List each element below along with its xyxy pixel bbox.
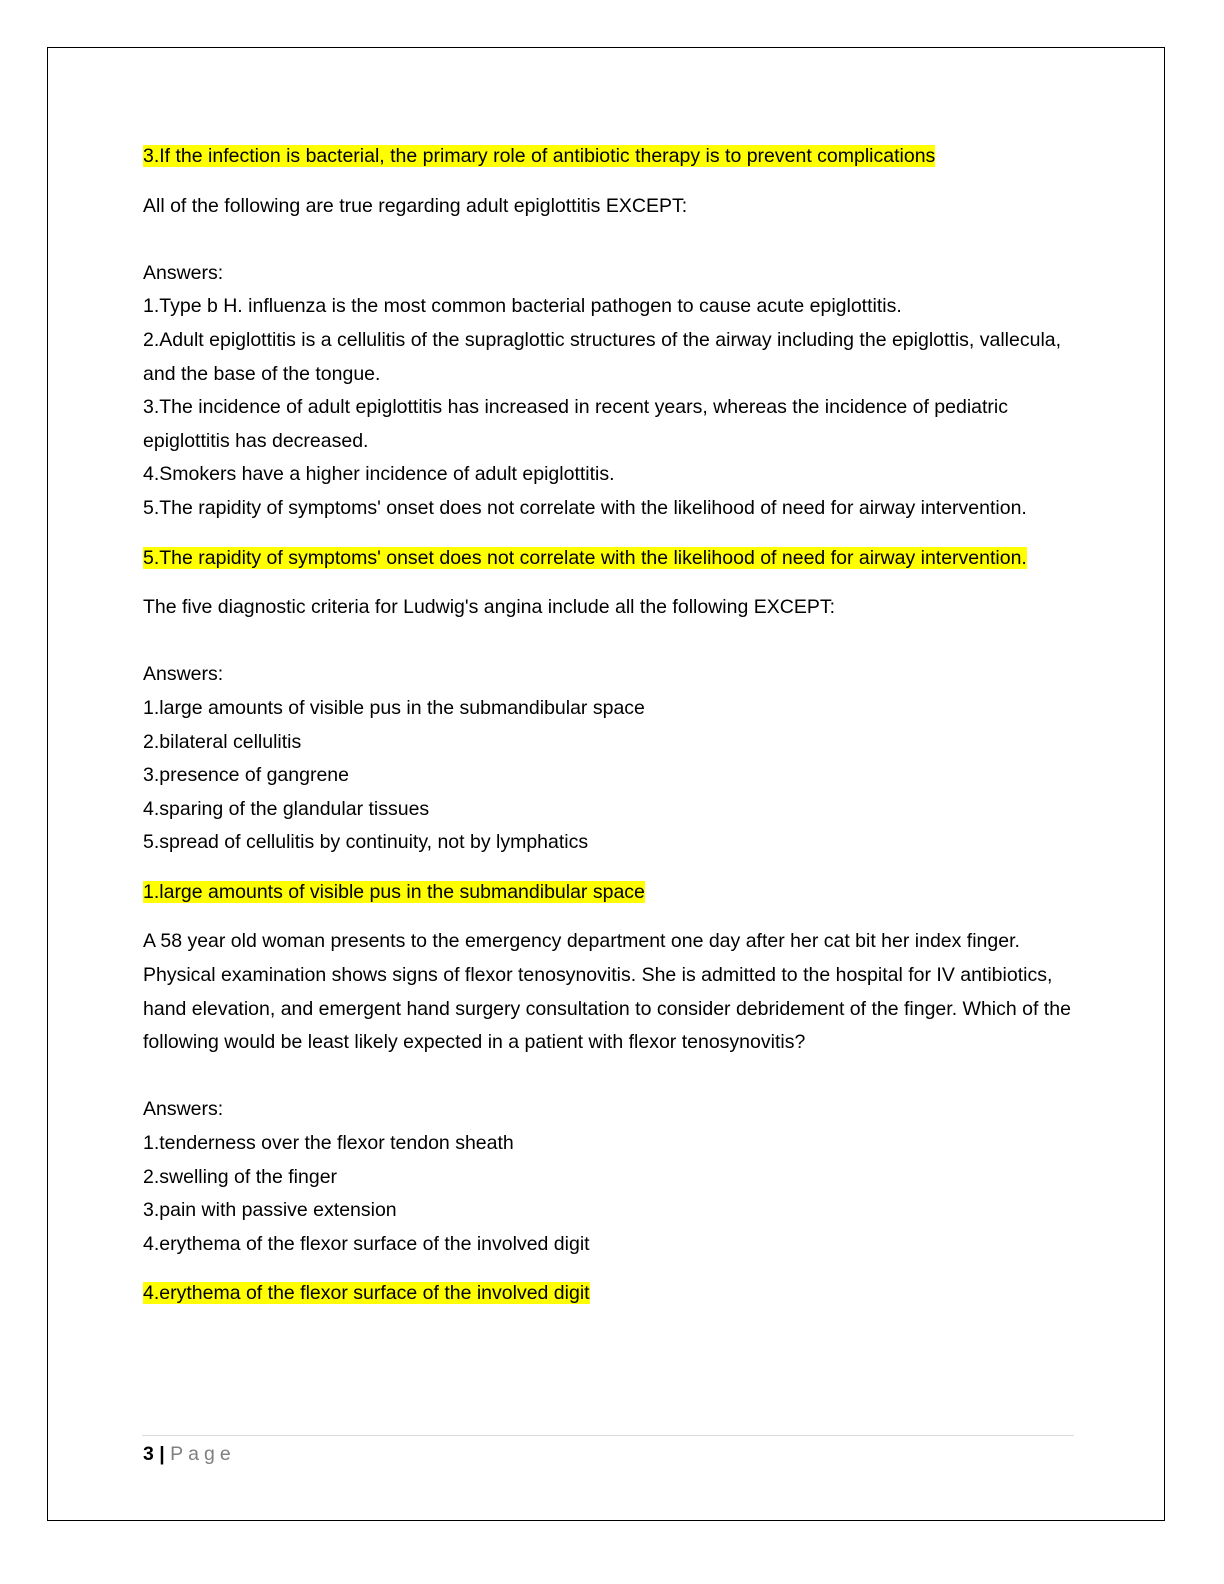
question-ludwigs-angina: The five diagnostic criteria for Ludwig's angina include all the following EXCEPT: xyxy=(143,596,836,619)
answer-highlight: 4.erythema of the flexor surface of the involved digit xyxy=(143,1282,590,1305)
answers-label: Answers: xyxy=(143,663,224,686)
list-item: 5.The rapidity of symptoms' onset does not correlate with the likelihood of need for airway intervention. xyxy=(143,496,1027,519)
list-item: 3.pain with passive extension xyxy=(143,1199,397,1222)
list-item: 3.presence of gangrene xyxy=(143,764,349,787)
answers-label: Answers: xyxy=(143,261,224,284)
page-content xyxy=(143,140,1078,1327)
list-item: 1.large amounts of visible pus in the submandibular space xyxy=(143,696,645,719)
question-epiglottitis: All of the following are true regarding adult epiglottitis EXCEPT: xyxy=(143,194,688,217)
list-item: 1.tenderness over the flexor tendon sheath xyxy=(143,1132,514,1155)
answer-highlight: 1.large amounts of visible pus in the submandibular space xyxy=(143,880,645,903)
footer-separator: | xyxy=(159,1443,165,1465)
answer-q2 xyxy=(143,140,1078,174)
page-footer xyxy=(143,1440,236,1468)
list-item: 4.sparing of the glandular tissues xyxy=(143,797,430,820)
answer-highlight: 5.The rapidity of symptoms' onset does not correlate with the likelihood of need for airway intervention. xyxy=(143,546,1027,569)
answer-q3 xyxy=(143,542,1078,576)
page-number: 3 xyxy=(143,1443,154,1465)
list-item: 3.The incidence of adult epiglottitis has increased in recent years, whereas the incidence of pediatric epiglottitis has decreased. xyxy=(143,396,1008,452)
list-item: 4.Smokers have a higher incidence of adult epiglottitis. xyxy=(143,463,615,486)
list-item: 4.erythema of the flexor surface of the involved digit xyxy=(143,1232,590,1255)
list-item: 2.swelling of the finger xyxy=(143,1165,338,1188)
list-item: 1.Type b H. influenza is the most common bacterial pathogen to cause acute epiglottitis. xyxy=(143,295,902,318)
answer-highlight: 3.If the infection is bacterial, the primary role of antibiotic therapy is to prevent complications xyxy=(143,145,936,167)
answers-label: Answers: xyxy=(143,1098,224,1121)
page-label: Page xyxy=(170,1443,236,1465)
answer-q5 xyxy=(143,1277,1078,1311)
list-item: 5.spread of cellulitis by continuity, not by lymphatics xyxy=(143,831,589,854)
answer-q4 xyxy=(143,876,1078,910)
question-flexor-tenosynovitis: A 58 year old woman presents to the emergency department one day after her cat bit her index finger. Physical examination shows signs of flexor tenosynovitis. She is admitted to the hospital for IV antibiotics, hand elevation, and emergent hand surgery consultation to consider debridement of the finger. Which of the following would be least likely expected in a patient with flexor tenosynovitis? xyxy=(143,930,1071,1054)
list-item: 2.Adult epiglottitis is a cellulitis of the supraglottic structures of the airway including the epiglottis, vallecula, and the base of the tongue. xyxy=(143,328,1062,385)
list-item: 2.bilateral cellulitis xyxy=(143,730,302,753)
footer-divider xyxy=(142,1435,1074,1436)
